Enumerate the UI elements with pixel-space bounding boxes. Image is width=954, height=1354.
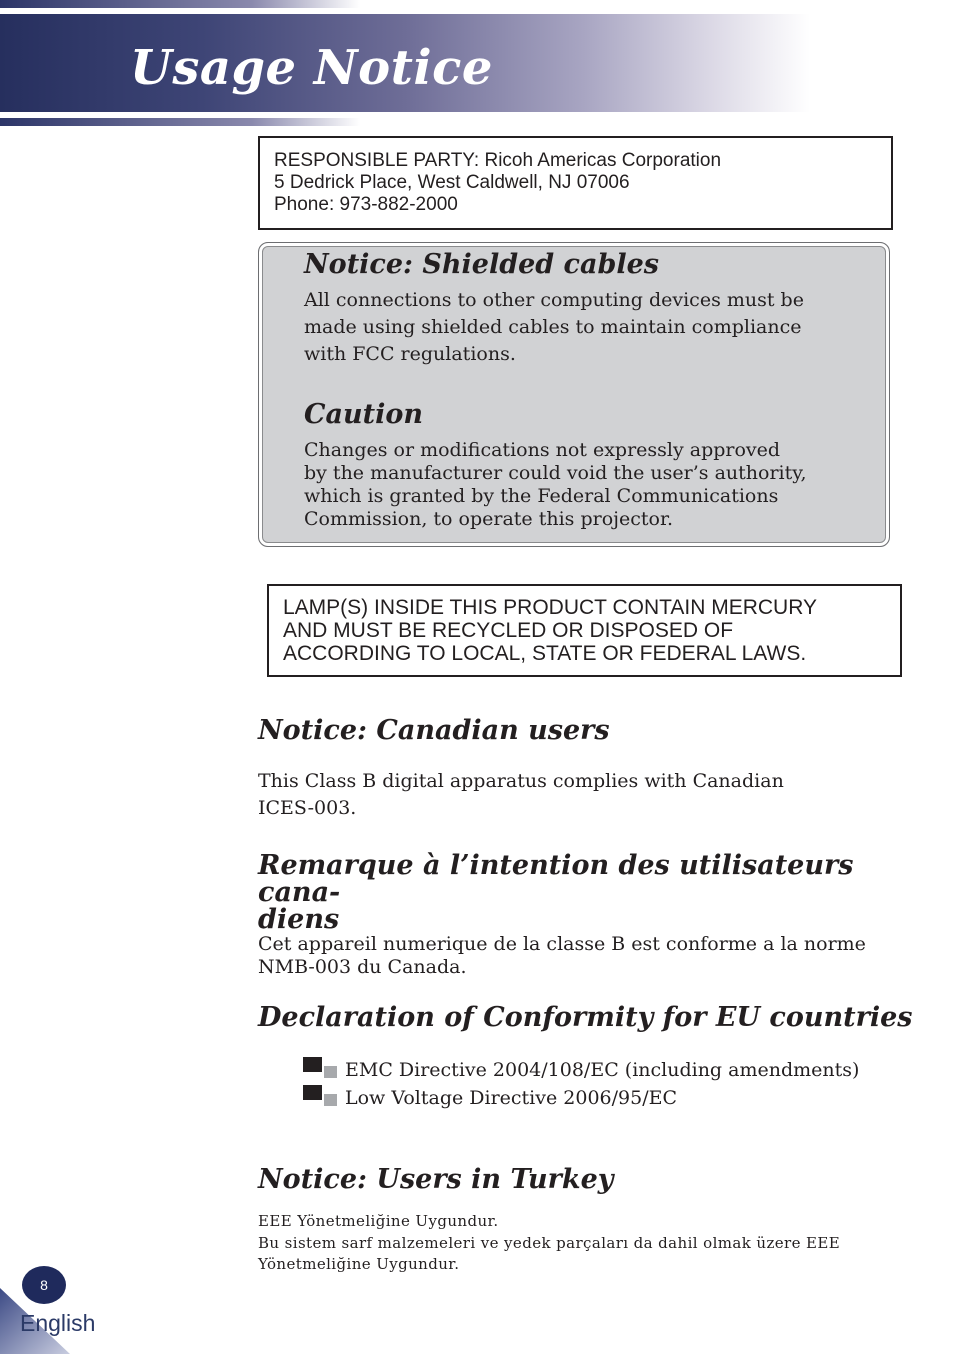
french-line: NMB-003 du Canada. [258,956,467,978]
responsible-party-line: RESPONSIBLE PARTY: Ricoh Americas Corporation [274,150,722,171]
french-line: Cet appareil numerique de la classe B est conforme a la norme [258,933,866,955]
caution-line: Changes or modifications not expressly approved [304,439,781,461]
mercury-lamp-warning-box [267,584,902,677]
directive-label: Low Voltage Directive 2006/95/EC [345,1087,678,1109]
french-canadian-text [258,933,918,979]
turkey-users-text [258,1211,918,1276]
turkey-line: Yönetmeliğine Uygundur. [258,1255,460,1273]
address-line: 5 Dedrick Place, West Caldwell, NJ 07006 [274,172,630,193]
square-bullet-icon [303,1056,341,1084]
canadian-users-heading: Notice: Canadian users [258,715,610,746]
header-top-stripe [0,0,360,8]
square-bullet-icon [303,1084,341,1112]
shielded-cables-heading: Notice: Shielded cables [304,249,660,280]
french-heading-line: Remarque à l’intention des utilisateurs cana- [258,850,854,908]
canadian-users-text [258,768,898,822]
eu-conformity-heading: Declaration of Conformity for EU countries [258,1002,913,1033]
french-heading-line: diens [258,904,340,935]
caution-heading: Caution [304,399,423,430]
shielded-line: made using shielded cables to maintain compliance [304,316,802,338]
directive-label: EMC Directive 2004/108/EC (including amendments) [345,1059,860,1081]
list-item [303,1084,923,1112]
shielded-cables-text [304,287,864,368]
turkey-line: Bu sistem sarf malzemeleri ve yedek parçaları da dahil olmak üzere EEE [258,1233,841,1252]
responsible-party-box [258,136,893,230]
caution-line: by the manufacturer could void the user’s authority, [304,462,807,484]
french-canadian-heading [258,852,918,933]
caution-line: Commission, to operate this projector. [304,508,674,530]
eu-directive-list [303,1056,923,1112]
page-title: Usage Notice [130,40,493,96]
caution-text [304,439,864,531]
canadian-line: This Class B digital apparatus complies with Canadian [258,770,784,792]
shielded-line: All connections to other computing devices must be [304,289,804,311]
phone-line: Phone: 973-882-2000 [274,194,458,215]
language-label: English [20,1310,96,1336]
lamp-warning-line: LAMP(S) INSIDE THIS PRODUCT CONTAIN MERCURY [283,596,818,619]
header-bottom-stripe [0,118,360,126]
turkey-line: EEE Yönetmeliğine Uygundur. [258,1212,499,1230]
canadian-line: ICES-003. [258,797,357,819]
caution-line: which is granted by the Federal Communications [304,485,779,507]
shielded-line: with FCC regulations. [304,343,516,365]
turkey-users-heading: Notice: Users in Turkey [258,1164,614,1195]
list-item [303,1056,923,1084]
lamp-warning-line: ACCORDING TO LOCAL, STATE OR FEDERAL LAWS. [283,642,807,665]
lamp-warning-line: AND MUST BE RECYCLED OR DISPOSED OF [283,619,734,642]
page-number-badge: 8 [22,1266,66,1304]
